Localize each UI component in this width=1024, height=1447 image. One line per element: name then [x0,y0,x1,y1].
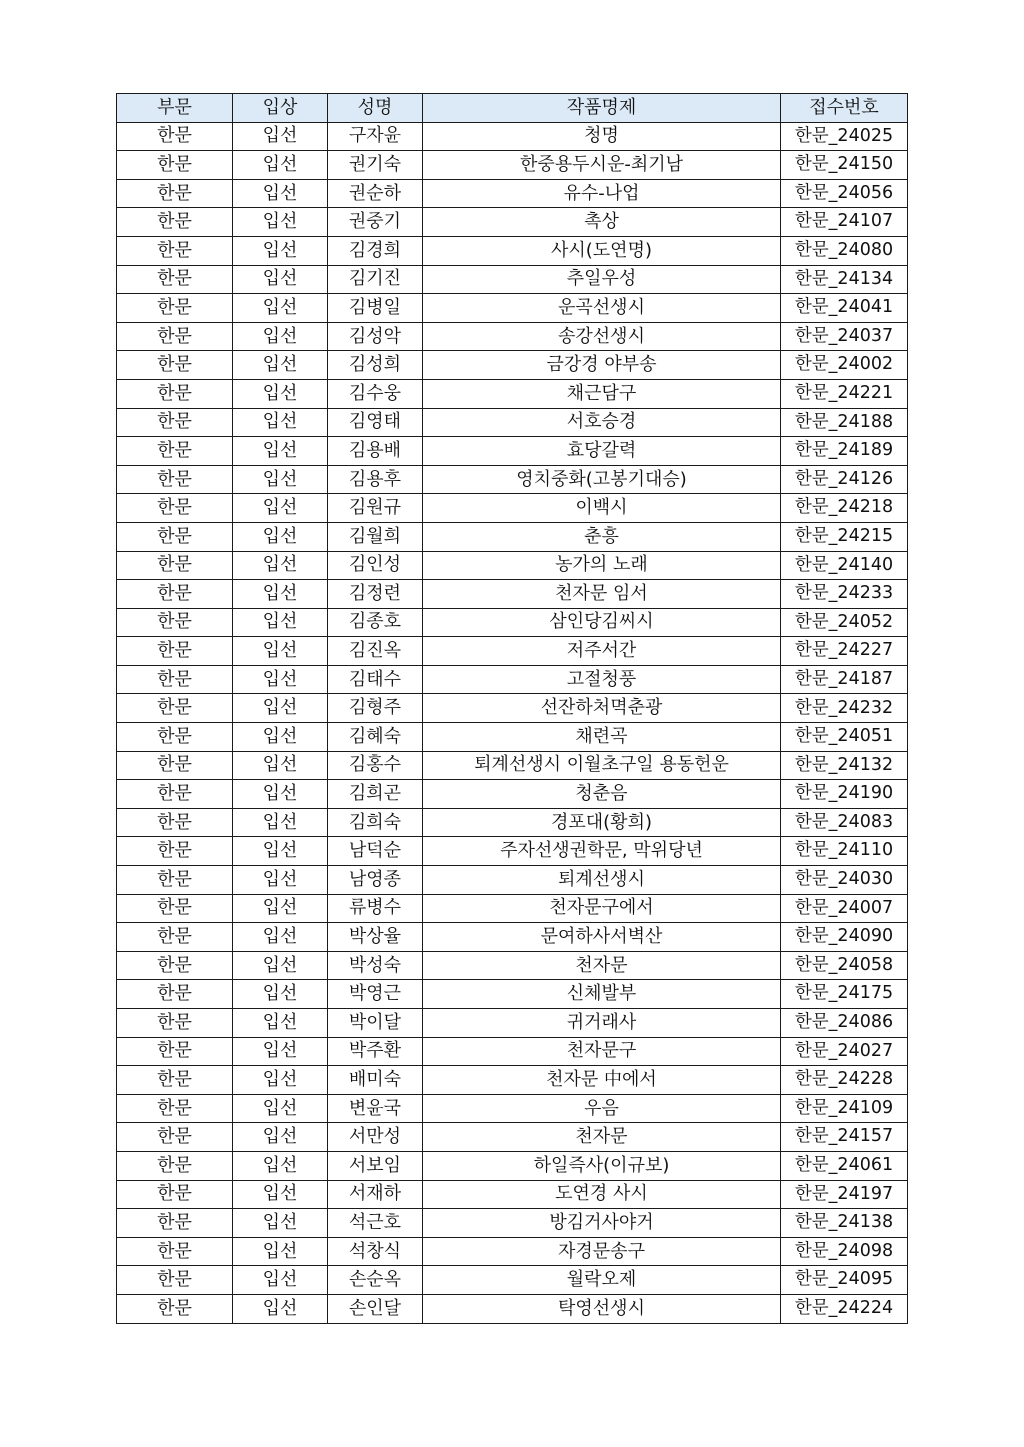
cell-title: 선잔하처멱춘광 [423,694,781,723]
cell-division: 한문 [117,580,233,609]
cell-name: 석근호 [328,1209,423,1238]
cell-title: 사시(도연명) [423,236,781,265]
cell-award: 입선 [233,551,328,580]
cell-name: 김홍수 [328,751,423,780]
cell-division: 한문 [117,665,233,694]
header-receipt: 접수번호 [781,94,908,123]
table-row [117,551,908,580]
table-row [117,236,908,265]
cell-division: 한문 [117,265,233,294]
cell-name: 배미숙 [328,1066,423,1095]
cell-name: 권순하 [328,179,423,208]
cell-receipt: 한문_24056 [781,179,908,208]
cell-award: 입선 [233,379,328,408]
cell-title: 퇴계선생시 [423,866,781,895]
cell-name: 변윤국 [328,1094,423,1123]
cell-name: 김원규 [328,494,423,523]
header-division: 부문 [117,94,233,123]
cell-receipt: 한문_24030 [781,866,908,895]
cell-title: 문여하사서벽산 [423,923,781,952]
table-row [117,723,908,752]
cell-title: 경포대(황희) [423,808,781,837]
cell-name: 김병일 [328,294,423,323]
cell-name: 김용배 [328,437,423,466]
cell-award: 입선 [233,408,328,437]
cell-division: 한문 [117,608,233,637]
cell-award: 입선 [233,1123,328,1152]
cell-receipt: 한문_24126 [781,465,908,494]
cell-title: 주자선생권학문, 막위당년 [423,837,781,866]
cell-title: 효당갈력 [423,437,781,466]
table-row [117,580,908,609]
header-row [117,94,908,123]
cell-title: 우음 [423,1094,781,1123]
cell-name: 김경희 [328,236,423,265]
cell-division: 한문 [117,951,233,980]
cell-division: 한문 [117,379,233,408]
cell-award: 입선 [233,694,328,723]
cell-division: 한문 [117,837,233,866]
cell-title: 영치중화(고봉기대승) [423,465,781,494]
cell-division: 한문 [117,236,233,265]
table-header [117,94,908,123]
cell-receipt: 한문_24138 [781,1209,908,1238]
cell-title: 도연경 사시 [423,1180,781,1209]
cell-award: 입선 [233,522,328,551]
cell-division: 한문 [117,437,233,466]
cell-name: 박상율 [328,923,423,952]
table-row [117,1037,908,1066]
cell-division: 한문 [117,1123,233,1152]
cell-receipt: 한문_24058 [781,951,908,980]
table-row [117,1123,908,1152]
cell-award: 입선 [233,808,328,837]
table-row [117,522,908,551]
cell-receipt: 한문_24083 [781,808,908,837]
cell-receipt: 한문_24221 [781,379,908,408]
cell-division: 한문 [117,551,233,580]
cell-award: 입선 [233,122,328,151]
cell-award: 입선 [233,723,328,752]
cell-receipt: 한문_24041 [781,294,908,323]
cell-title: 탁영선생시 [423,1294,781,1323]
cell-receipt: 한문_24110 [781,837,908,866]
cell-division: 한문 [117,1180,233,1209]
cell-division: 한문 [117,122,233,151]
table-row [117,494,908,523]
table-row [117,265,908,294]
cell-award: 입선 [233,894,328,923]
table-row [117,694,908,723]
cell-receipt: 한문_24095 [781,1266,908,1295]
cell-title: 한중용두시운-최기남 [423,151,781,180]
header-award: 입상 [233,94,328,123]
table-row [117,1094,908,1123]
cell-division: 한문 [117,923,233,952]
table-row [117,1066,908,1095]
cell-title: 청명 [423,122,781,151]
table-row [117,208,908,237]
cell-title: 하일즉사(이규보) [423,1151,781,1180]
cell-award: 입선 [233,1009,328,1038]
cell-name: 김용후 [328,465,423,494]
cell-award: 입선 [233,179,328,208]
cell-division: 한문 [117,1266,233,1295]
cell-name: 김태수 [328,665,423,694]
cell-name: 김수웅 [328,379,423,408]
cell-receipt: 한문_24157 [781,1123,908,1152]
cell-title: 방김거사야거 [423,1209,781,1238]
table-row [117,808,908,837]
table-row [117,1266,908,1295]
cell-name: 서보임 [328,1151,423,1180]
cell-receipt: 한문_24025 [781,122,908,151]
cell-division: 한문 [117,980,233,1009]
cell-title: 자경문송구 [423,1237,781,1266]
table-row [117,1180,908,1209]
table-row [117,379,908,408]
cell-receipt: 한문_24197 [781,1180,908,1209]
cell-name: 서만성 [328,1123,423,1152]
table-row [117,122,908,151]
cell-division: 한문 [117,351,233,380]
cell-award: 입선 [233,923,328,952]
cell-receipt: 한문_24215 [781,522,908,551]
cell-award: 입선 [233,294,328,323]
table-row [117,1009,908,1038]
cell-division: 한문 [117,1066,233,1095]
cell-division: 한문 [117,294,233,323]
cell-receipt: 한문_24052 [781,608,908,637]
cell-division: 한문 [117,723,233,752]
cell-name: 김월희 [328,522,423,551]
cell-receipt: 한문_24086 [781,1009,908,1038]
cell-title: 천자문 임서 [423,580,781,609]
cell-name: 김성희 [328,351,423,380]
cell-division: 한문 [117,1151,233,1180]
cell-title: 청춘음 [423,780,781,809]
table-row [117,665,908,694]
table-row [117,1237,908,1266]
table-row [117,866,908,895]
cell-title: 이백시 [423,494,781,523]
cell-name: 김정련 [328,580,423,609]
cell-name: 구자윤 [328,122,423,151]
cell-division: 한문 [117,780,233,809]
cell-name: 김형주 [328,694,423,723]
cell-division: 한문 [117,751,233,780]
cell-name: 김혜숙 [328,723,423,752]
cell-receipt: 한문_24107 [781,208,908,237]
table-row [117,465,908,494]
cell-receipt: 한문_24098 [781,1237,908,1266]
cell-division: 한문 [117,1094,233,1123]
cell-award: 입선 [233,608,328,637]
cell-name: 권기숙 [328,151,423,180]
cell-award: 입선 [233,151,328,180]
cell-title: 천자문구 [423,1037,781,1066]
cell-receipt: 한문_24175 [781,980,908,1009]
cell-division: 한문 [117,894,233,923]
cell-title: 천자문구에서 [423,894,781,923]
table-row [117,1209,908,1238]
cell-title: 저주서간 [423,637,781,666]
cell-name: 권중기 [328,208,423,237]
cell-name: 김희숙 [328,808,423,837]
table-row [117,751,908,780]
document-page [116,93,907,1324]
header-title: 작품명제 [423,94,781,123]
cell-name: 박성숙 [328,951,423,980]
cell-award: 입선 [233,437,328,466]
cell-division: 한문 [117,694,233,723]
cell-division: 한문 [117,1037,233,1066]
cell-title: 유수-나업 [423,179,781,208]
cell-division: 한문 [117,1209,233,1238]
cell-name: 박주환 [328,1037,423,1066]
cell-award: 입선 [233,265,328,294]
cell-receipt: 한문_24002 [781,351,908,380]
cell-title: 송강선생시 [423,322,781,351]
cell-award: 입선 [233,1066,328,1095]
table-body [117,122,908,1323]
cell-name: 손인달 [328,1294,423,1323]
cell-award: 입선 [233,1266,328,1295]
cell-receipt: 한문_24188 [781,408,908,437]
table-row [117,408,908,437]
cell-receipt: 한문_24227 [781,637,908,666]
cell-award: 입선 [233,951,328,980]
cell-receipt: 한문_24189 [781,437,908,466]
cell-title: 서호승경 [423,408,781,437]
cell-title: 천자문 中에서 [423,1066,781,1095]
cell-award: 입선 [233,665,328,694]
cell-award: 입선 [233,637,328,666]
table-row [117,980,908,1009]
cell-title: 채근담구 [423,379,781,408]
cell-division: 한문 [117,322,233,351]
table-row [117,179,908,208]
cell-title: 월락오제 [423,1266,781,1295]
cell-award: 입선 [233,751,328,780]
cell-title: 운곡선생시 [423,294,781,323]
cell-receipt: 한문_24027 [781,1037,908,1066]
table-row [117,322,908,351]
table-row [117,1151,908,1180]
cell-title: 금강경 야부송 [423,351,781,380]
cell-award: 입선 [233,1151,328,1180]
cell-division: 한문 [117,637,233,666]
cell-award: 입선 [233,1209,328,1238]
table-row [117,151,908,180]
cell-name: 류병수 [328,894,423,923]
cell-award: 입선 [233,322,328,351]
cell-receipt: 한문_24218 [781,494,908,523]
award-table [116,93,908,1324]
cell-division: 한문 [117,465,233,494]
cell-award: 입선 [233,1180,328,1209]
cell-award: 입선 [233,980,328,1009]
cell-award: 입선 [233,1037,328,1066]
cell-receipt: 한문_24224 [781,1294,908,1323]
table-row [117,1294,908,1323]
cell-receipt: 한문_24090 [781,923,908,952]
cell-award: 입선 [233,494,328,523]
cell-division: 한문 [117,1009,233,1038]
cell-name: 박영근 [328,980,423,1009]
cell-award: 입선 [233,580,328,609]
cell-award: 입선 [233,1294,328,1323]
cell-division: 한문 [117,208,233,237]
cell-title: 채련곡 [423,723,781,752]
cell-name: 김인성 [328,551,423,580]
header-name: 성명 [328,94,423,123]
cell-name: 서재하 [328,1180,423,1209]
cell-title: 신체발부 [423,980,781,1009]
cell-name: 김진옥 [328,637,423,666]
cell-title: 고절청풍 [423,665,781,694]
table-row [117,637,908,666]
cell-name: 손순옥 [328,1266,423,1295]
cell-name: 김기진 [328,265,423,294]
cell-award: 입선 [233,1237,328,1266]
cell-award: 입선 [233,780,328,809]
cell-division: 한문 [117,1237,233,1266]
cell-title: 천자문 [423,1123,781,1152]
cell-name: 박이달 [328,1009,423,1038]
cell-receipt: 한문_24051 [781,723,908,752]
cell-receipt: 한문_24228 [781,1066,908,1095]
cell-name: 김종호 [328,608,423,637]
cell-division: 한문 [117,522,233,551]
cell-award: 입선 [233,1094,328,1123]
cell-name: 김영태 [328,408,423,437]
table-row [117,951,908,980]
cell-division: 한문 [117,179,233,208]
cell-title: 춘흥 [423,522,781,551]
cell-name: 김희곤 [328,780,423,809]
cell-title: 천자문 [423,951,781,980]
table-row [117,351,908,380]
cell-receipt: 한문_24061 [781,1151,908,1180]
cell-award: 입선 [233,236,328,265]
cell-title: 촉상 [423,208,781,237]
cell-receipt: 한문_24140 [781,551,908,580]
table-row [117,608,908,637]
cell-award: 입선 [233,837,328,866]
cell-title: 삼인당김씨시 [423,608,781,637]
cell-receipt: 한문_24007 [781,894,908,923]
cell-division: 한문 [117,151,233,180]
cell-receipt: 한문_24187 [781,665,908,694]
cell-award: 입선 [233,866,328,895]
cell-division: 한문 [117,808,233,837]
cell-award: 입선 [233,208,328,237]
table-row [117,437,908,466]
cell-receipt: 한문_24134 [781,265,908,294]
cell-title: 퇴계선생시 이월초구일 용동헌운 [423,751,781,780]
cell-receipt: 한문_24233 [781,580,908,609]
cell-receipt: 한문_24080 [781,236,908,265]
table-row [117,294,908,323]
cell-name: 김성악 [328,322,423,351]
table-row [117,894,908,923]
cell-name: 남덕순 [328,837,423,866]
cell-division: 한문 [117,494,233,523]
table-row [117,780,908,809]
cell-award: 입선 [233,465,328,494]
cell-division: 한문 [117,408,233,437]
cell-division: 한문 [117,1294,233,1323]
cell-division: 한문 [117,866,233,895]
cell-name: 석창식 [328,1237,423,1266]
cell-name: 남영종 [328,866,423,895]
table-row [117,923,908,952]
cell-receipt: 한문_24150 [781,151,908,180]
cell-receipt: 한문_24132 [781,751,908,780]
table-row [117,837,908,866]
cell-receipt: 한문_24109 [781,1094,908,1123]
cell-award: 입선 [233,351,328,380]
cell-title: 농가의 노래 [423,551,781,580]
cell-title: 추일우성 [423,265,781,294]
cell-title: 귀거래사 [423,1009,781,1038]
cell-receipt: 한문_24037 [781,322,908,351]
cell-receipt: 한문_24232 [781,694,908,723]
cell-receipt: 한문_24190 [781,780,908,809]
